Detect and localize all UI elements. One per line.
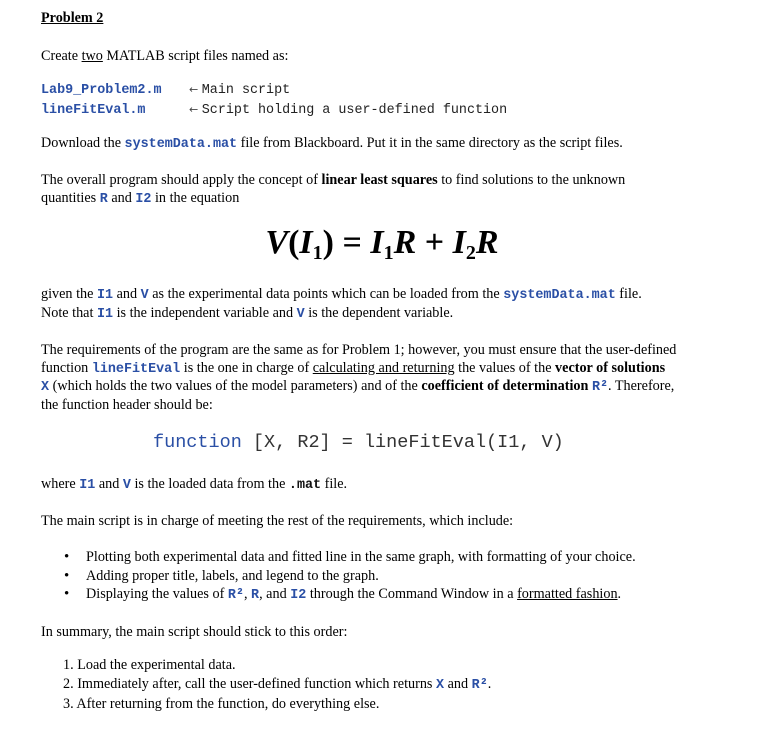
left-arrow-icon: ← xyxy=(189,103,199,116)
file-desc: Script holding a user-defined function xyxy=(201,103,508,118)
intro-paragraph: Create two MATLAB script files named as: xyxy=(41,48,289,64)
list-item: 3. After returning from the function, do everything else. xyxy=(63,696,380,713)
requirements-paragraph: The requirements of the program are the same as for Problem 1; however, you must ensure that the user-defined function lineFitEval is the one in charge of calculating and returning the values of the vector of solutions X (which holds the two values of the model parameters) and of the coefficient of determination R². Therefore, the function header should be: xyxy=(41,342,677,413)
file-name: lineFitEval.m xyxy=(41,103,146,118)
equation: $V(I_1) = I_1R + I_2R$ xyxy=(265,224,499,264)
given-paragraph: given the I1 and V as the experimental data points which can be loaded from the systemData.mat file. Note that I1 is the independent variable and V is the dependent variable. xyxy=(41,286,642,322)
file-list xyxy=(41,80,507,120)
list-item: • Plotting both experimental data and fitted line in the same graph, with formatting of your choice. xyxy=(86,548,636,567)
list-item: 2. Immediately after, call the user-defined function which returns X and R². xyxy=(63,675,492,693)
page-title: Problem 2 xyxy=(41,10,104,26)
steps-list xyxy=(41,656,491,714)
list-item: • Adding proper title, labels, and legend to the graph. xyxy=(86,567,636,586)
function-header-code: function [X, R2] = lineFitEval(I1, V) xyxy=(153,432,564,453)
requirements-list xyxy=(41,548,636,606)
file-item xyxy=(41,80,507,100)
file-desc: Main script xyxy=(201,83,291,98)
where-paragraph: where I1 and V is the loaded data from the .mat file. xyxy=(41,476,348,493)
list-item: • Displaying the values of R², R, and I2 through the Command Window in a formatted fashion. xyxy=(86,585,636,606)
summary-paragraph: In summary, the main script should stick to this order: xyxy=(41,624,348,640)
list-item: 1. Load the experimental data. xyxy=(63,657,236,673)
file-item xyxy=(41,100,507,120)
main-script-paragraph: The main script is in charge of meeting the rest of the requirements, which include: xyxy=(41,513,514,529)
download-paragraph: Download the systemData.mat file from Blackboard. Put it in the same directory as the script files. xyxy=(41,135,623,152)
overall-paragraph: The overall program should apply the concept of linear least squares to find solutions to the unknown quantities R and I2 in the equation xyxy=(41,172,626,207)
file-name: Lab9_Problem2.m xyxy=(41,83,162,98)
left-arrow-icon: ← xyxy=(189,83,199,96)
